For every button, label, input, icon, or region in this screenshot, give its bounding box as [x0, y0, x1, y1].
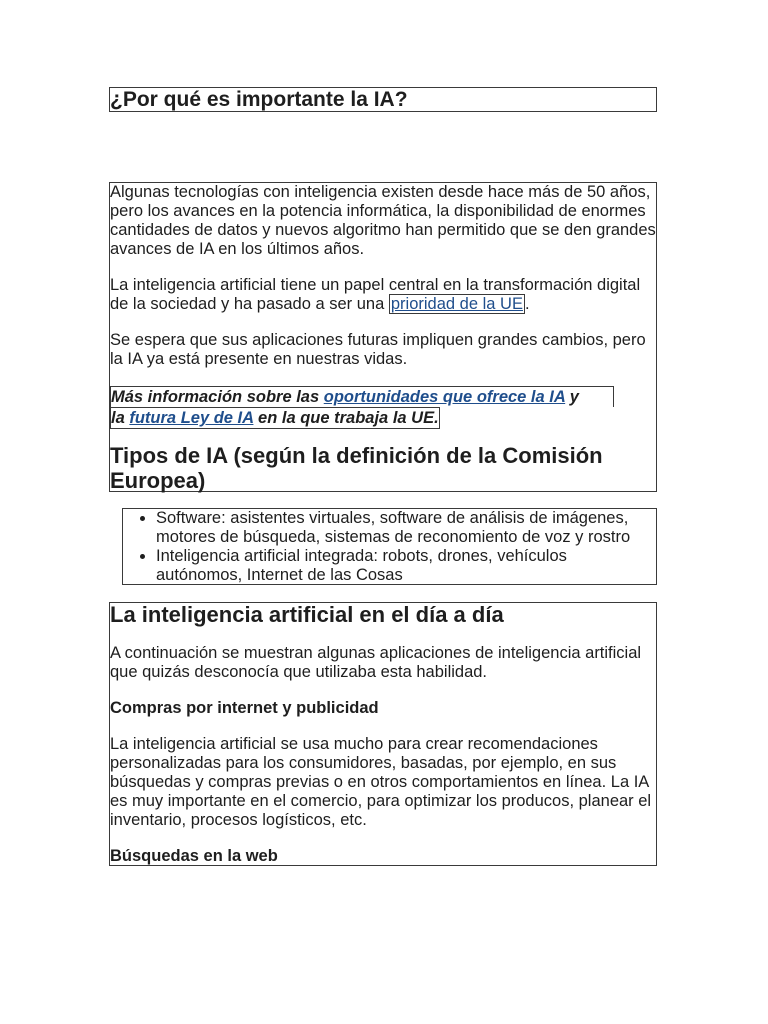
more-info-suffix: en la que trabaja la UE. [253, 409, 439, 427]
ai-opportunities-link[interactable]: oportunidades que ofrece la IA [323, 388, 566, 406]
daily-heading: La inteligencia artificial en el día a día [110, 602, 504, 627]
more-info-line-1 [110, 386, 614, 407]
web-search-subheading: Búsquedas en la web [110, 847, 278, 865]
more-info-line-2 [110, 407, 440, 429]
more-info-mid-1: y [565, 388, 579, 406]
intro-paragraph-2-end: . [524, 295, 530, 313]
list-item: • Inteligencia artificial integrada: robots, drones, vehículos autónomos, Internet de las Cosas [156, 547, 656, 585]
intro-paragraph-2-text: La inteligencia artificial tiene un papel central en la transformación digital de la sociedad y ha pasado a ser una [110, 276, 641, 313]
types-list-box [122, 508, 657, 585]
intro-section [109, 182, 657, 492]
intro-paragraph-3: Se espera que sus aplicaciones futuras impliquen grandes cambios, pero la IA ya está presente en nuestras vidas. [110, 331, 646, 368]
more-info-prefix: Más información sobre las [111, 388, 324, 406]
daily-paragraph: A continuación se muestran algunas aplicaciones de inteligencia artificial que quizás desconocía que utilizaba esta habilidad. [110, 644, 642, 681]
title-box [109, 87, 657, 112]
types-heading: Tipos de IA (según la definición de la Comisión Europea) [110, 443, 603, 493]
types-list [123, 509, 656, 585]
shopping-subheading: Compras por internet y publicidad [110, 699, 379, 717]
more-info-mid-2: la [111, 409, 130, 427]
daily-section [109, 602, 657, 866]
intro-paragraph-1: Algunas tecnologías con inteligencia existen desde hace más de 50 años, pero los avances en la potencia informática, la disponibilidad de enormes cantidades de datos y nuevos algoritmo han permitido que se den grandes avances de IA en los últimos años. [110, 183, 656, 258]
page-title: ¿Por qué es importante la IA? [110, 88, 408, 111]
eu-priority-link[interactable]: prioridad de la UE [390, 295, 523, 313]
ai-act-link[interactable]: futura Ley de IA [129, 409, 254, 427]
list-item: • Software: asistentes virtuales, software de análisis de imágenes, motores de búsqueda, sistemas de reconomiento de voz y rostro [156, 509, 656, 547]
more-info-note [110, 386, 579, 429]
shopping-paragraph: La inteligencia artificial se usa mucho para crear recomendaciones personalizadas para los consumidores, basadas, por ejemplo, en sus búsquedas y compras previas o en otros comportamientos en línea. La IA es muy importante en el comercio, para optimizar los producos, planear el inventario, procesos logísticos, etc. [110, 735, 652, 829]
intro-paragraph-2 [110, 276, 656, 314]
